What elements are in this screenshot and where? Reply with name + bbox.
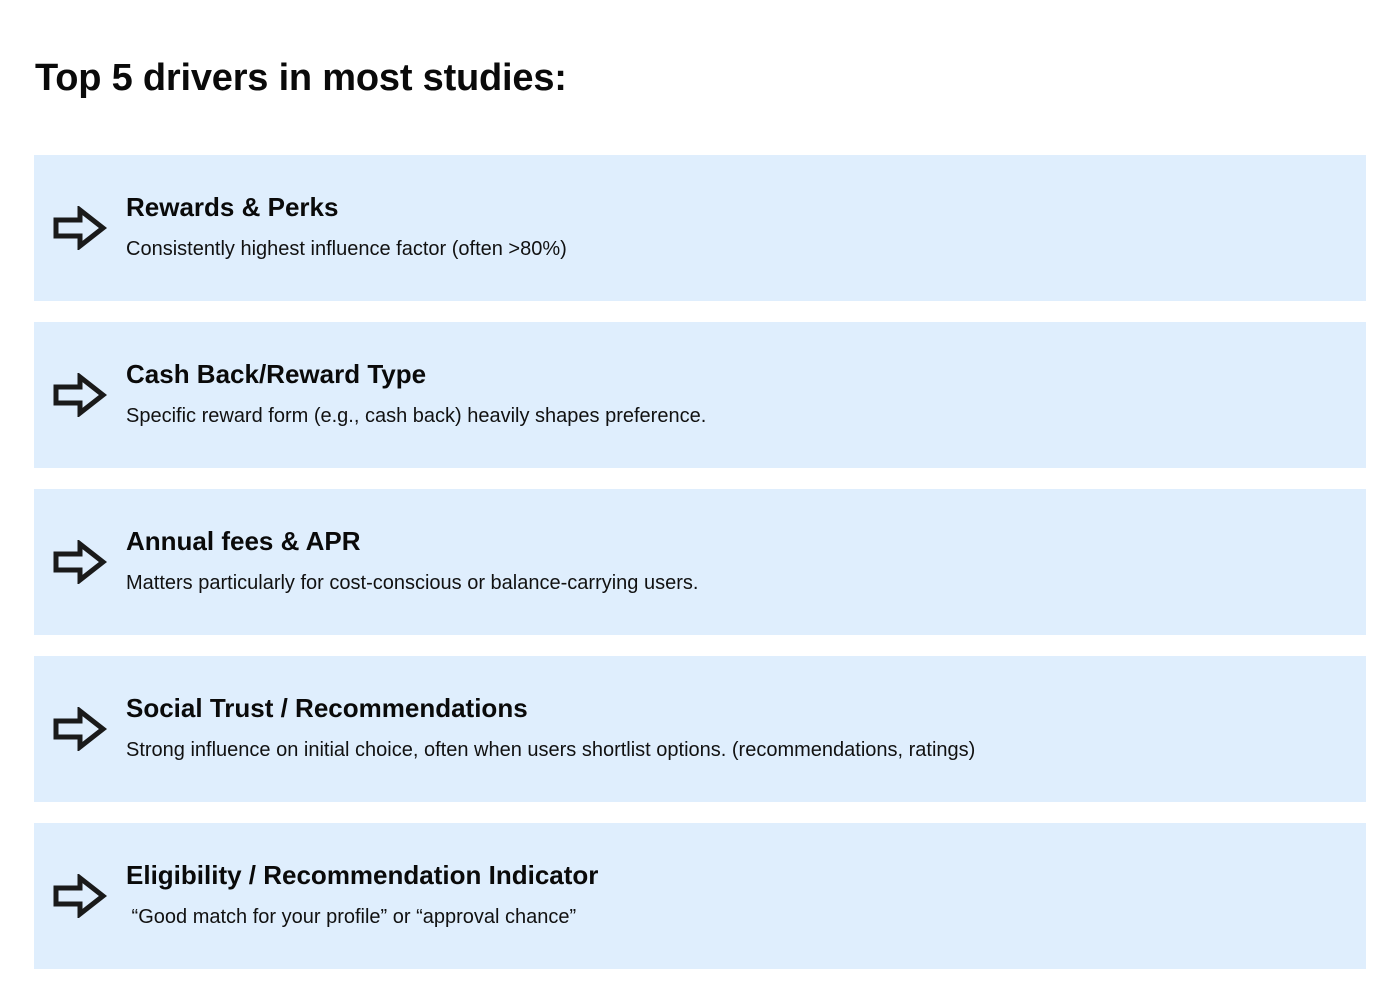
driver-description: Matters particularly for cost-conscious or balance-carrying users.	[126, 572, 699, 594]
arrow-right-outline-icon	[53, 540, 107, 584]
arrow-right-outline-icon	[53, 874, 107, 918]
arrow-right-outline-icon	[53, 373, 107, 417]
driver-title: Social Trust / Recommendations	[126, 693, 528, 723]
driver-card-social-trust	[34, 656, 1366, 802]
arrow-right-outline-icon	[53, 707, 107, 751]
driver-description: “Good match for your profile” or “approval chance”	[126, 906, 577, 928]
driver-title: Annual fees & APR	[126, 526, 361, 556]
driver-card-eligibility-indicator	[34, 823, 1366, 969]
driver-title: Eligibility / Recommendation Indicator	[126, 860, 599, 890]
arrow-right-outline-icon	[53, 206, 107, 250]
driver-description: Strong influence on initial choice, often when users shortlist options. (recommendations, ratings)	[126, 739, 976, 761]
drivers-list	[34, 155, 1366, 969]
driver-title: Cash Back/Reward Type	[126, 359, 427, 389]
driver-title: Rewards & Perks	[126, 192, 339, 222]
driver-card-annual-fees-apr	[34, 489, 1366, 635]
driver-description: Consistently highest influence factor (often >80%)	[126, 238, 567, 260]
driver-description: Specific reward form (e.g., cash back) heavily shapes preference.	[126, 405, 707, 427]
driver-card-cash-back-reward-type	[34, 322, 1366, 468]
page-title: Top 5 drivers in most studies:	[35, 57, 567, 99]
driver-card-rewards-perks	[34, 155, 1366, 301]
